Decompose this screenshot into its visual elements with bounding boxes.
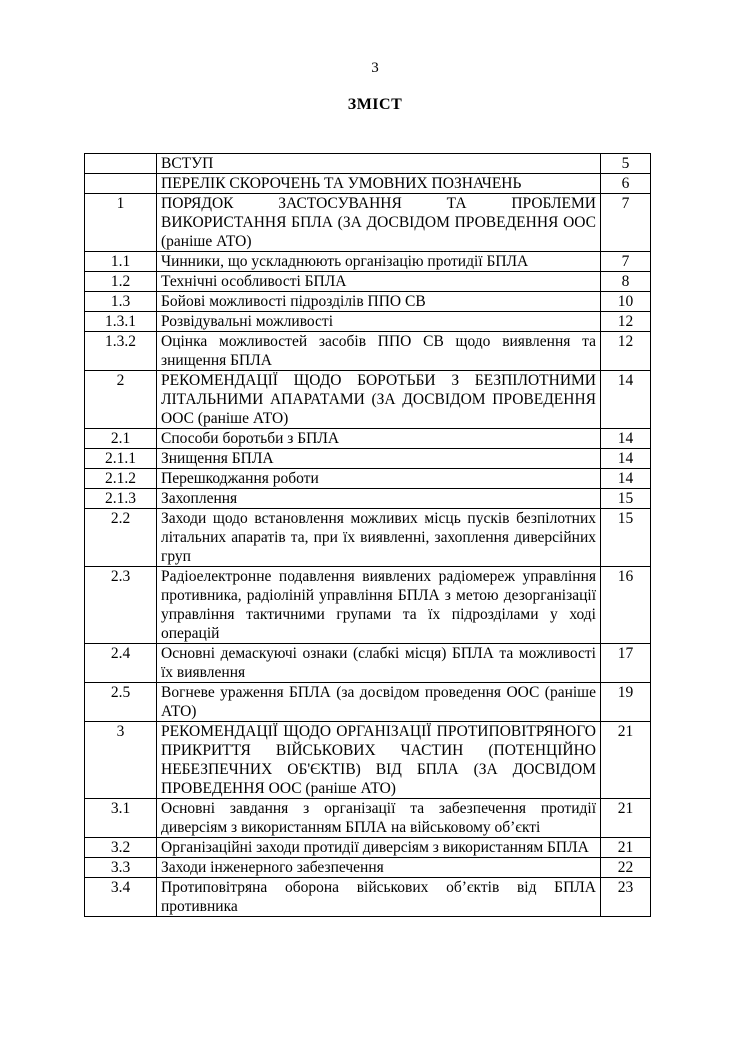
toc-row	[85, 469, 651, 489]
toc-row	[85, 312, 651, 332]
toc-section-title: Заходи щодо встановлення можливих місць пусків безпілотних літальних апаратів та, при їх виявленні, захоплення диверсійних груп	[157, 509, 601, 567]
toc-section-title: ВСТУП	[157, 154, 601, 174]
toc-row	[85, 858, 651, 878]
toc-row	[85, 252, 651, 272]
toc-section-number	[85, 154, 157, 174]
toc-section-title: ПЕРЕЛІК СКОРОЧЕНЬ ТА УМОВНИХ ПОЗНАЧЕНЬ	[157, 174, 601, 194]
toc-row	[85, 683, 651, 722]
toc-row	[85, 272, 651, 292]
toc-page-number: 21	[601, 838, 651, 858]
toc-page-number: 22	[601, 858, 651, 878]
toc-section-number: 2.1.2	[85, 469, 157, 489]
toc-section-number: 2.5	[85, 683, 157, 722]
toc-row	[85, 644, 651, 683]
toc-page-number: 14	[601, 429, 651, 449]
toc-row	[85, 799, 651, 838]
toc-row	[85, 509, 651, 567]
toc-section-number: 1	[85, 194, 157, 252]
toc-page-number: 10	[601, 292, 651, 312]
toc-section-number: 1.3.1	[85, 312, 157, 332]
toc-section-number: 2	[85, 371, 157, 429]
toc-section-number: 1.1	[85, 252, 157, 272]
toc-page-number: 7	[601, 194, 651, 252]
toc-row	[85, 292, 651, 312]
toc-section-title: Способи боротьби з БПЛА	[157, 429, 601, 449]
toc-page-number: 14	[601, 449, 651, 469]
toc-section-title: Перешкоджання роботи	[157, 469, 601, 489]
toc-row	[85, 722, 651, 799]
toc-row	[85, 489, 651, 509]
toc-page-number: 12	[601, 312, 651, 332]
toc-page-number: 7	[601, 252, 651, 272]
toc-row	[85, 332, 651, 371]
toc-page-number: 15	[601, 489, 651, 509]
toc-section-title: РЕКОМЕНДАЦІЇ ЩОДО БОРОТЬБИ З БЕЗПІЛОТНИМИ ЛІТАЛЬНИМИ АПАРАТАМИ (ЗА ДОСВІДОМ ПРОВЕДЕННЯ ООС (раніше АТО)	[157, 371, 601, 429]
toc-section-title: Захоплення	[157, 489, 601, 509]
toc-section-number: 2.2	[85, 509, 157, 567]
toc-section-title: ПОРЯДОК ЗАСТОСУВАННЯ ТА ПРОБЛЕМИ ВИКОРИСТАННЯ БПЛА (ЗА ДОСВІДОМ ПРОВЕДЕННЯ ООС (раніше АТО)	[157, 194, 601, 252]
toc-page-number: 14	[601, 469, 651, 489]
toc-section-number: 3.2	[85, 838, 157, 858]
toc-section-number	[85, 174, 157, 194]
toc-page-number: 15	[601, 509, 651, 567]
toc-row	[85, 194, 651, 252]
toc-section-title: Технічні особливості БПЛА	[157, 272, 601, 292]
page-title: ЗМІСТ	[347, 96, 403, 113]
toc-row	[85, 838, 651, 858]
toc-section-number: 2.1.3	[85, 489, 157, 509]
toc-section-number: 2.1.1	[85, 449, 157, 469]
toc-section-title: Знищення БПЛА	[157, 449, 601, 469]
toc-page-number: 14	[601, 371, 651, 429]
toc-row	[85, 371, 651, 429]
toc-section-title: Протиповітряна оборона військових об’єктів від БПЛА противника	[157, 878, 601, 917]
toc-section-number: 3.4	[85, 878, 157, 917]
toc-section-title: Радіоелектронне подавлення виявлених радіомереж управління противника, радіоліній управління БПЛА з метою дезорганізації управління тактичними групами та їх підрозділами у ході операцій	[157, 567, 601, 644]
table-of-contents	[84, 153, 651, 917]
toc-page-number: 17	[601, 644, 651, 683]
toc-row	[85, 567, 651, 644]
toc-section-title: Основні демаскуючі ознаки (слабкі місця) БПЛА та можливості їх виявлення	[157, 644, 601, 683]
page-number: 3	[371, 60, 379, 76]
toc-page-number: 21	[601, 722, 651, 799]
toc-section-number: 3	[85, 722, 157, 799]
toc-section-title: Організаційні заходи протидії диверсіям з використанням БПЛА	[157, 838, 601, 858]
toc-section-number: 1.2	[85, 272, 157, 292]
toc-section-number: 2.4	[85, 644, 157, 683]
toc-row	[85, 449, 651, 469]
toc-page-number: 12	[601, 332, 651, 371]
toc-section-title: Основні завдання з організації та забезпечення протидії диверсіям з використанням БПЛА на військовому об’єкті	[157, 799, 601, 838]
toc-section-number: 1.3.2	[85, 332, 157, 371]
toc-page-number: 23	[601, 878, 651, 917]
toc-section-title: Вогневе ураження БПЛА (за досвідом проведення ООС (раніше АТО)	[157, 683, 601, 722]
toc-section-title: Оцінка можливостей засобів ППО СВ щодо виявлення та знищення БПЛА	[157, 332, 601, 371]
toc-row	[85, 174, 651, 194]
toc-section-number: 2.3	[85, 567, 157, 644]
toc-section-number: 3.1	[85, 799, 157, 838]
toc-section-title: Бойові можливості підрозділів ППО СВ	[157, 292, 601, 312]
toc-section-number: 3.3	[85, 858, 157, 878]
toc-section-title: РЕКОМЕНДАЦІЇ ЩОДО ОРГАНІЗАЦІЇ ПРОТИПОВІТРЯНОГО ПРИКРИТТЯ ВІЙСЬКОВИХ ЧАСТИН (ПОТЕНЦІЙНО НЕБЕЗПЕЧНИХ ОБ'ЄКТІВ) ВІД БПЛА (ЗА ДОСВІДОМ ПРОВЕДЕННЯ ООС (раніше АТО)	[157, 722, 601, 799]
toc-page-number: 5	[601, 154, 651, 174]
toc-section-title: Заходи інженерного забезпечення	[157, 858, 601, 878]
toc-section-number: 2.1	[85, 429, 157, 449]
toc-page-number: 19	[601, 683, 651, 722]
toc-page-number: 8	[601, 272, 651, 292]
toc-section-number: 1.3	[85, 292, 157, 312]
toc-section-title: Розвідувальні можливості	[157, 312, 601, 332]
toc-section-title: Чинники, що ускладнюють організацію протидії БПЛА	[157, 252, 601, 272]
toc-row	[85, 878, 651, 917]
toc-row	[85, 429, 651, 449]
toc-page-number: 16	[601, 567, 651, 644]
toc-page-number: 6	[601, 174, 651, 194]
toc-row	[85, 154, 651, 174]
toc-page-number: 21	[601, 799, 651, 838]
